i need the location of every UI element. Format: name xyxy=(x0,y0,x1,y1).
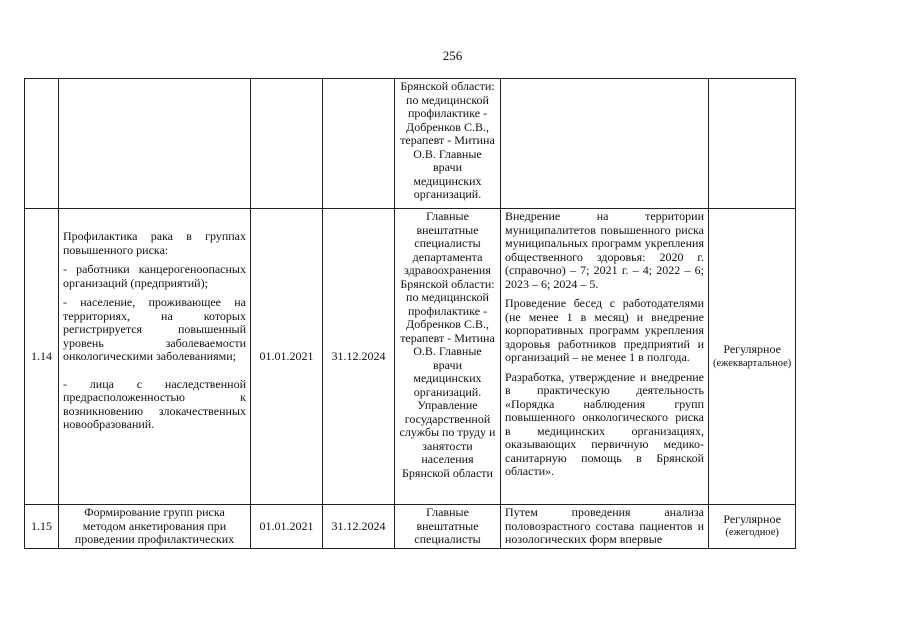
description-paragraph: Профилактика рака в группах повышенного риска: xyxy=(63,229,246,257)
cell-num: 1.14 xyxy=(25,209,59,505)
result-paragraph: Разработка, утверждение и внедрение в практическую деятельность «Порядка наблюдения групп повышенного онкологического риска в медицинских организациях, оказывающих первичную медико-санитарную помощь в Брянской области». xyxy=(505,369,704,478)
table-row xyxy=(25,505,796,549)
cell-description xyxy=(59,79,251,209)
cell-result: Путем проведения анализа половозрастного состава пациентов и нозологических форм впервые xyxy=(501,505,709,549)
description-paragraph: - население, проживающее на территориях, на которых регистрируется повышенный уровень заболеваемости онкологическими заболеваниями; xyxy=(63,295,246,363)
cell-end: 31.12.2024 xyxy=(323,209,395,505)
cell-end xyxy=(323,79,395,209)
cell-result xyxy=(501,209,709,505)
cell-start: 01.01.2021 xyxy=(251,209,323,505)
description-paragraph: - лица с наследственной предрасположенностью к возникновению злокачественных новообразований. xyxy=(63,376,246,431)
periodicity-label: Регулярное xyxy=(723,511,781,526)
result-paragraph: Внедрение на территории муниципалитетов повышенного риска муниципальных программ укрепления общественного здоровья: 2020 г. (справочно) – 7; 2021 г. – 4; 2022 – 6; 2023 – 6; 2024 – 5. xyxy=(505,209,704,291)
cell-start: 01.01.2021 xyxy=(251,505,323,549)
cell-result xyxy=(501,79,709,209)
cell-responsible: Главные внештатные специалисты xyxy=(395,505,501,549)
description-paragraph: - работники канцерогеноопасных организаций (предприятий); xyxy=(63,262,246,290)
cell-description: Формирование групп риска методом анкетирования при проведении профилактических xyxy=(59,505,251,549)
cell-num xyxy=(25,79,59,209)
cell-periodicity xyxy=(709,505,796,549)
cell-description xyxy=(59,209,251,505)
cell-end: 31.12.2024 xyxy=(323,505,395,549)
table-row xyxy=(25,79,796,209)
measures-table xyxy=(24,78,796,549)
periodicity-label: Регулярное xyxy=(723,342,781,356)
cell-periodicity xyxy=(709,209,796,505)
table-row xyxy=(25,209,796,505)
cell-start xyxy=(251,79,323,209)
page-number: 256 xyxy=(442,48,463,63)
cell-responsible: Брянской области: по медицинской профилактике - Добренков С.В., терапевт - Митина О.В. Главные врачи медицинских организаций. xyxy=(395,79,501,209)
periodicity-note: (ежегодное) xyxy=(725,527,779,539)
cell-periodicity xyxy=(709,79,796,209)
periodicity-note: (ежеквартальное) xyxy=(713,357,792,369)
cell-num: 1.15 xyxy=(25,505,59,549)
cell-responsible: Главные внештатные специалисты департамента здравоохранения Брянской области: по медицинской профилактике - Добренков С.В., терапевт - Митина О.В. Главные врачи медицинских организаций. Управление государственной службы по труду и занятости населения Брянской области xyxy=(395,209,501,505)
result-paragraph: Проведение бесед с работодателями (не менее 1 в месяц) и внедрение корпоративных программ укрепления здоровья работников предприятий и организаций – не менее 1 в полгода. xyxy=(505,296,704,364)
